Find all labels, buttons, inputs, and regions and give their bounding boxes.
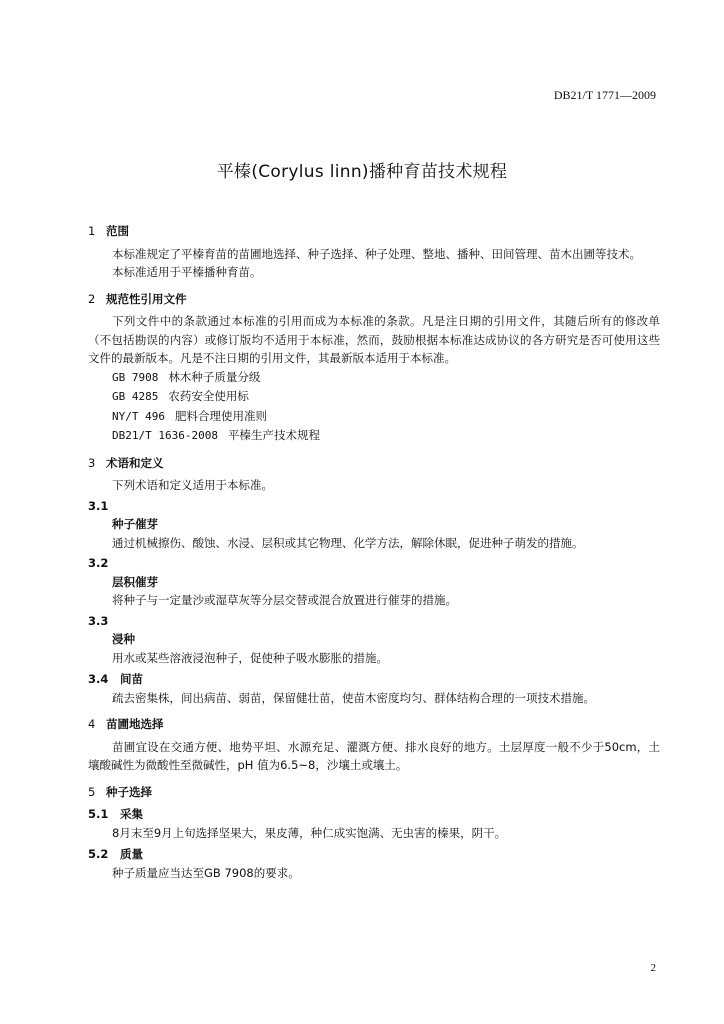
- section-heading-scope: [88, 222, 660, 241]
- section-number: 1: [88, 224, 96, 238]
- subsection-text: 种子质量应当达至GB 7908的要求。: [112, 865, 300, 880]
- reference-code: GB 4285: [112, 390, 159, 403]
- document-code: DB21/T 1771—2009: [553, 88, 656, 102]
- paragraph: 下列文件中的条款通过本标准的引用而成为本标准的条款。凡是注日期的引用文件，其随后所有的修改单（不包括勘误的内容）或修订版均不适用于本标准，然而，鼓励根据本标准达成协议的各方研究是否可使用这些文件的最新版本。凡是不注日期的引用文件，其最新版本适用于本标准。: [88, 314, 660, 365]
- subsection-text: 8月末至9月上旬选择坚果大，果皮薄，种仁成实饱满、无虫害的榛果，阴干。: [112, 825, 507, 840]
- section-title: 规范性引用文件: [106, 291, 187, 306]
- subsection-title: 质量: [120, 847, 143, 861]
- section-title: 范围: [106, 224, 129, 238]
- subsection-heading: [88, 805, 660, 824]
- paragraph: 本标准适用于平榛播种育苗。: [112, 265, 262, 279]
- term-number: 3.2: [88, 556, 109, 570]
- reference-item: [88, 407, 660, 427]
- reference-code: GB 7908: [112, 370, 159, 384]
- section-heading-normative-references: [88, 290, 660, 309]
- term-name: 浸种: [112, 632, 135, 646]
- section-number: 2: [88, 291, 96, 306]
- section-heading-terms: [88, 454, 660, 473]
- subsection-number: 5.1: [88, 807, 109, 821]
- term-definition: 用水或某些溶液浸泡种子，促使种子吸水膨胀的措施。: [112, 650, 388, 665]
- paragraph: 本标准规定了平榛育苗的苗圃地选择、种子选择、种子处理、整地、播种、田间管理、苗木出圃等技术。: [112, 246, 641, 261]
- paragraph: 下列术语和定义适用于本标准。: [112, 478, 273, 492]
- term-number: 3.4: [88, 672, 109, 686]
- term-number: 3.1: [88, 498, 109, 513]
- page-number: 2: [650, 962, 656, 974]
- section-heading-seed-selection: [88, 783, 660, 802]
- term-name: 种子催芽: [112, 517, 158, 531]
- subsection-heading: [88, 845, 660, 864]
- reference-name: 肥料合理使用准则: [174, 408, 267, 423]
- term-number: 3.3: [88, 613, 109, 628]
- term-definition: 通过机械擦伤、酸蚀、水浸、层积或其它物理、化学方法，解除休眠，促进种子萌发的措施。: [112, 535, 584, 550]
- reference-item: [88, 387, 660, 407]
- reference-code: NY/T 496: [112, 409, 165, 423]
- reference-name: 林木种子质量分级: [168, 369, 261, 384]
- page-title: 平榛(Corylus linn)播种育苗技术规程: [216, 162, 508, 182]
- reference-name: 农药安全使用标: [168, 389, 249, 403]
- term-definition: 将种子与一定量沙或湿草灰等分层交替或混合放置进行催芽的措施。: [112, 593, 457, 607]
- reference-item: [88, 368, 660, 388]
- reference-name: 平榛生产技术规程: [227, 428, 320, 442]
- subsection-number: 5.2: [88, 847, 109, 861]
- term-name: 层积催芽: [112, 574, 158, 589]
- reference-item: [88, 426, 660, 446]
- term-heading: [88, 670, 660, 689]
- section-number: 4: [88, 717, 96, 731]
- section-title: 苗圃地选择: [106, 717, 164, 731]
- term-name: 间苗: [120, 672, 143, 686]
- term-definition: 疏去密集株，间出病苗、弱苗，保留健壮苗，使苗木密度均匀、群体结构合理的一项技术措施。: [112, 690, 595, 705]
- section-number: 5: [88, 784, 96, 799]
- subsection-title: 采集: [120, 807, 143, 821]
- document-body: [88, 222, 660, 882]
- section-title: 术语和定义: [106, 455, 164, 470]
- section-heading-nursery-site: [88, 715, 660, 734]
- section-title: 种子选择: [106, 784, 152, 799]
- section-number: 3: [88, 455, 96, 470]
- reference-code: DB21/T 1636-2008: [112, 429, 218, 442]
- paragraph: 苗圃宜设在交通方便、地势平坦、水源充足、灌溉方便、排水良好的地方。土层厚度一般不少于50cm，土壤酸碱性为微酸性至微碱性，pH 值为6.5~8，沙壤土或壤土。: [88, 739, 660, 772]
